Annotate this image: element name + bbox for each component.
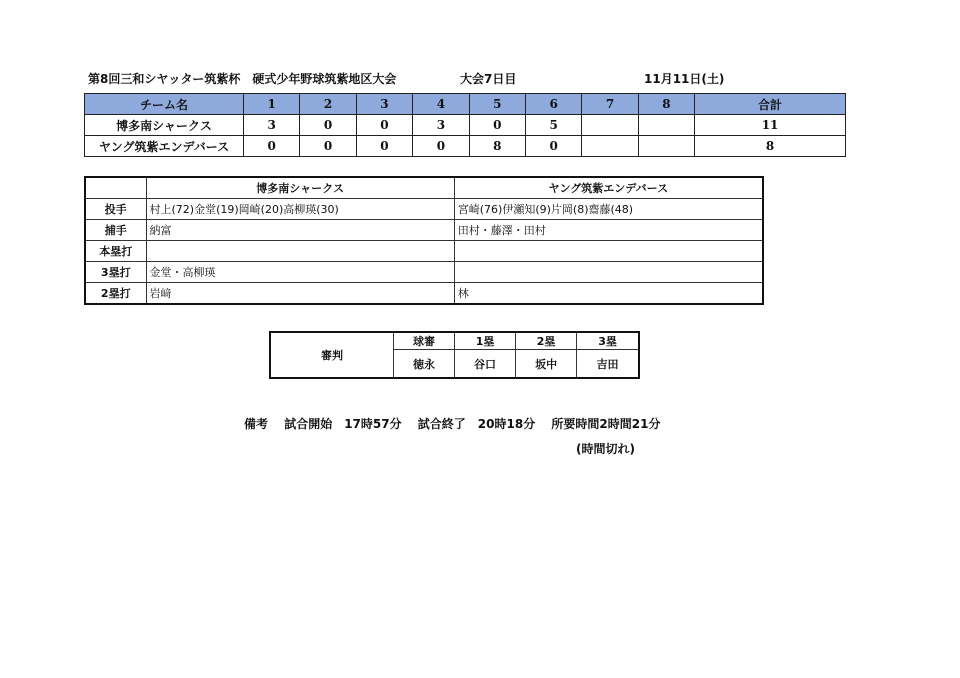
tournament-day: 大会7日目 [460,72,517,86]
away-value: 林 [454,283,763,305]
score-header-row [85,94,846,115]
home-value: 岩﨑 [146,283,454,305]
header-inning-7: 7 [582,94,638,115]
detail-header-home: 博多南シャークス [146,177,454,199]
tournament-title: 第8回三和シヤッター筑紫杯 硬式少年野球筑紫地区大会 [88,72,397,86]
game-end-time: 試合終了 20時18分 [417,417,536,431]
score-row-away [85,136,846,157]
score-table [84,93,846,157]
game-detail-table [84,176,764,305]
detail-row-catchers [85,220,763,241]
inning-score [638,136,694,157]
inning-score: 8 [469,136,525,157]
row-label: 投手 [85,199,146,220]
detail-row-pitchers [85,199,763,220]
header-team-name: チーム名 [85,94,244,115]
umpire-name: 谷口 [455,350,516,379]
detail-corner-cell [85,177,146,199]
inning-score: 0 [244,136,300,157]
row-label: 本塁打 [85,241,146,262]
header-inning-6: 6 [525,94,581,115]
detail-row-triples [85,262,763,283]
inning-score: 0 [356,115,412,136]
row-label: 2塁打 [85,283,146,305]
umpire-position: 3塁 [577,332,639,350]
inning-score: 0 [525,136,581,157]
inning-score: 5 [525,115,581,136]
umpire-position: 2塁 [516,332,577,350]
home-value: 金堂・高柳瑛 [146,262,454,283]
detail-header-away: ヤング筑紫エンデバース [454,177,763,199]
header-inning-1: 1 [244,94,300,115]
inning-score: 0 [300,115,356,136]
home-value: 納富 [146,220,454,241]
away-value [454,262,763,283]
game-duration: 所要時間2時間21分 [551,417,661,431]
away-value: 田村・藤澤・田村 [454,220,763,241]
away-value: 宮崎(76)伊瀬知(9)片岡(8)齋藤(48) [454,199,763,220]
header-inning-2: 2 [300,94,356,115]
header-inning-4: 4 [413,94,469,115]
inning-score: 0 [413,136,469,157]
header-inning-8: 8 [638,94,694,115]
remarks-label: 備考 [244,417,269,431]
row-label: 捕手 [85,220,146,241]
inning-score [582,136,638,157]
umpire-table [269,331,640,379]
header-inning-5: 5 [469,94,525,115]
umpire-name: 吉田 [577,350,639,379]
header-total: 合計 [695,94,846,115]
inning-score [638,115,694,136]
total-score: 8 [695,136,846,157]
row-label: 3塁打 [85,262,146,283]
umpire-label: 審判 [270,332,394,378]
umpire-position: 1塁 [455,332,516,350]
inning-score: 0 [300,136,356,157]
inning-score: 3 [413,115,469,136]
inning-score: 0 [356,136,412,157]
inning-score: 0 [469,115,525,136]
total-score: 11 [695,115,846,136]
detail-header-row [85,177,763,199]
detail-row-doubles [85,283,763,305]
team-name: 博多南シャークス [85,115,244,136]
game-date: 11月11日(土) [644,72,725,86]
inning-score [582,115,638,136]
detail-row-homeruns [85,241,763,262]
header-inning-3: 3 [356,94,412,115]
time-limit-note: (時間切れ) [576,442,635,456]
inning-score: 3 [244,115,300,136]
score-row-home [85,115,846,136]
away-value [454,241,763,262]
game-start-time: 試合開始 17時57分 [284,417,402,431]
umpire-position: 球審 [394,332,455,350]
home-value: 村上(72)金堂(19)岡崎(20)高柳瑛(30) [146,199,454,220]
umpire-header-row [270,332,639,350]
remarks-line [244,415,672,432]
team-name: ヤング筑紫エンデバース [85,136,244,157]
umpire-name: 坂中 [516,350,577,379]
home-value [146,241,454,262]
umpire-name: 徳永 [394,350,455,379]
